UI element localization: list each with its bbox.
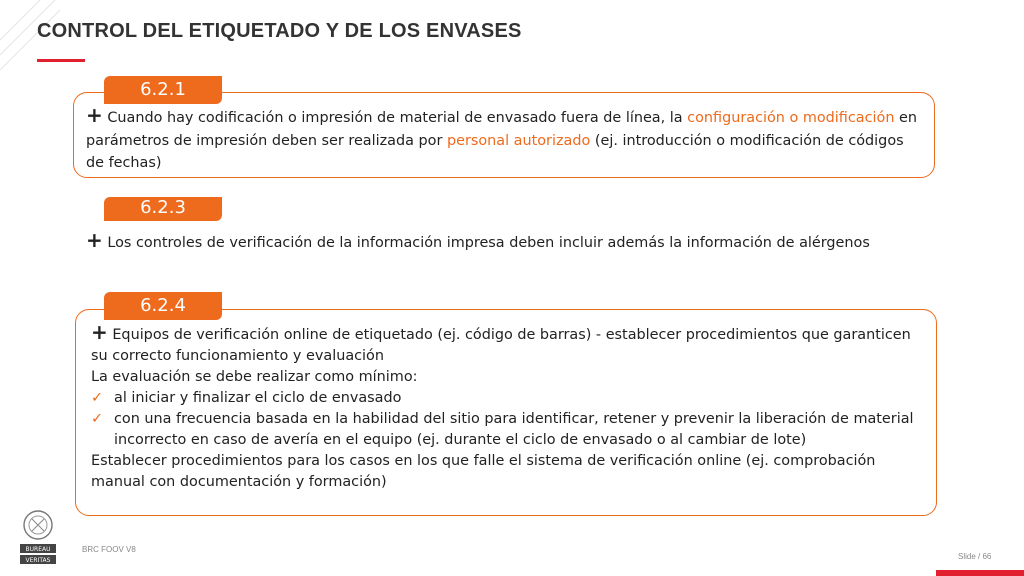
plus-icon: + (91, 320, 108, 344)
footer-left: BRC FOOV V8 (82, 545, 136, 554)
list-item: ✓ con una frecuencia basada en la habilidad del sitio para identificar, retener y prevenir la liberación de material incorrecto en caso de avería en el equipo (ej. durante el ciclo de envasado o al cambiar de lote) (91, 411, 914, 448)
bottom-accent-bar (936, 570, 1024, 576)
title-underline (37, 59, 85, 62)
section-6-2-3-text: + Los controles de verificación de la información impresa deben incluir además la información de alérgenos (86, 228, 870, 252)
plus-icon: + (86, 103, 103, 127)
section-badge-6-2-3: 6.2.3 (104, 197, 222, 221)
procedures-text: Establecer procedimientos para los casos en los que falle el sistema de verificación online (ej. comprobación manual con documentación y formación) (91, 453, 876, 490)
list-item: ✓ al iniciar y finalizar el ciclo de envasado (91, 388, 921, 409)
svg-text:VERITAS: VERITAS (25, 557, 51, 565)
plus-icon: + (86, 228, 103, 252)
highlight-personal-autorizado: personal autorizado (446, 132, 591, 149)
section-badge-6-2-4: 6.2.4 (104, 292, 222, 320)
evaluation-intro: La evaluación se debe realizar como mínimo: (91, 369, 418, 385)
section-6-2-4-intro: + Equipos de verificación online de etiquetado (ej. código de barras) - establecer procedimientos que garanticen su correcto funcionamiento y evaluación (91, 320, 911, 364)
check-icon: ✓ (91, 411, 104, 427)
section-badge-6-2-1: 6.2.1 (104, 76, 222, 104)
bureau-veritas-logo (18, 508, 58, 568)
check-icon: ✓ (91, 390, 104, 406)
slide-number: Slide / 66 (958, 552, 992, 561)
section-6-2-4-text (91, 322, 921, 493)
slide-title: CONTROL DEL ETIQUETADO Y DE LOS ENVASES (37, 20, 522, 42)
section-6-2-1-text: + Cuando hay codificación o impresión de material de envasado fuera de línea, la configuración o modificación en parámetros de impresión deben ser realizada por personal autorizado (ej. introducción o modificación de códigos de fechas) (86, 103, 918, 171)
svg-text:BUREAU: BUREAU (25, 546, 51, 554)
highlight-configuracion: configuración o modificación (687, 110, 895, 126)
